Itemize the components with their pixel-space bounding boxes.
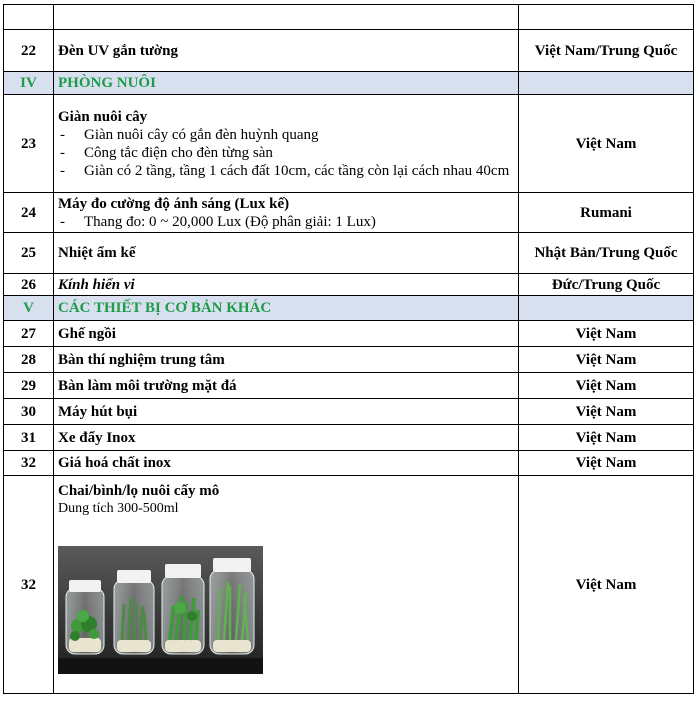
table-row <box>4 425 694 451</box>
row-number: 22 <box>4 30 54 72</box>
origin-cell: Rumani <box>519 193 694 233</box>
spec-item: - Công tắc điện cho đèn từng sàn <box>58 144 514 162</box>
table-row <box>4 399 694 425</box>
row-number: 31 <box>4 425 54 451</box>
origin-cell: Đức/Trung Quốc <box>519 274 694 296</box>
section-number: V <box>4 296 54 321</box>
row-number <box>4 5 54 30</box>
spec-item: - Giàn có 2 tầng, tầng 1 cách đất 10cm, các tầng còn lại cách nhau 40cm <box>58 162 514 180</box>
origin-cell: Việt Nam <box>519 347 694 373</box>
table-row <box>4 451 694 476</box>
table-row <box>4 373 694 399</box>
section-origin-cell <box>519 296 694 321</box>
item-cell <box>54 193 519 233</box>
section-title: CÁC THIẾT BỊ CƠ BẢN KHÁC <box>54 296 519 321</box>
equipment-table <box>3 4 694 694</box>
spec-item: - Giàn nuôi cây có gắn đèn huỳnh quang <box>58 126 514 144</box>
item-title: Bàn làm môi trường mặt đá <box>54 373 519 399</box>
item-title: Kính hiển vi <box>54 274 519 296</box>
row-number: 24 <box>4 193 54 233</box>
origin-cell: Việt Nam <box>519 451 694 476</box>
jar <box>162 564 204 654</box>
origin-cell: Việt Nam <box>519 476 694 694</box>
spec-item: - Thang đo: 0 ~ 20,000 Lux (Độ phân giải: 1 Lux) <box>58 213 514 231</box>
row-number: 29 <box>4 373 54 399</box>
origin-cell: Việt Nam <box>519 95 694 193</box>
row-number: 25 <box>4 233 54 274</box>
item-title: Đèn UV gắn tường <box>54 30 519 72</box>
row-number: 26 <box>4 274 54 296</box>
section-number: IV <box>4 72 54 95</box>
table-row <box>4 347 694 373</box>
item-title: Nhiệt ẩm kế <box>54 233 519 274</box>
section-header-row <box>4 296 694 321</box>
origin-cell: Việt Nam <box>519 321 694 347</box>
section-origin-cell <box>519 72 694 95</box>
item-subtitle: Dung tích 300-500ml <box>58 501 179 516</box>
table-row <box>4 193 694 233</box>
table-row <box>4 274 694 296</box>
row-number: 32 <box>4 476 54 694</box>
row-number: 32 <box>4 451 54 476</box>
table-row <box>4 321 694 347</box>
origin-cell: Việt Nam <box>519 399 694 425</box>
spec-list <box>58 126 514 180</box>
spec-list <box>58 213 514 231</box>
item-title: Giá hoá chất inox <box>54 451 519 476</box>
section-header-row <box>4 72 694 95</box>
item-cell <box>54 5 519 30</box>
item-title: Chai/bình/lọ nuôi cấy mô <box>58 483 220 499</box>
origin-cell: Việt Nam <box>519 373 694 399</box>
item-cell <box>54 95 519 193</box>
origin-cell: Việt Nam/Trung Quốc <box>519 30 694 72</box>
jars-illustration <box>58 546 263 674</box>
item-title: Giàn nuôi cây <box>58 108 148 125</box>
table-row <box>4 233 694 274</box>
table-row <box>4 30 694 72</box>
tissue-culture-jars-photo <box>58 546 263 674</box>
jar <box>210 558 254 654</box>
item-title: Máy đo cường độ ánh sáng (Lux kế) <box>58 195 290 212</box>
row-number: 30 <box>4 399 54 425</box>
table-row <box>4 95 694 193</box>
item-cell <box>54 476 519 694</box>
row-number: 23 <box>4 95 54 193</box>
row-number: 28 <box>4 347 54 373</box>
origin-cell <box>519 5 694 30</box>
section-title: PHÒNG NUÔI <box>54 72 519 95</box>
row-number: 27 <box>4 321 54 347</box>
item-title: Máy hút bụi <box>54 399 519 425</box>
jar <box>66 580 104 654</box>
origin-cell: Việt Nam <box>519 425 694 451</box>
origin-cell: Nhật Bản/Trung Quốc <box>519 233 694 274</box>
item-title: Xe đẩy Inox <box>54 425 519 451</box>
item-title: Bàn thí nghiệm trung tâm <box>54 347 519 373</box>
jar <box>114 570 154 654</box>
table-row <box>4 476 694 694</box>
item-title: Ghế ngồi <box>54 321 519 347</box>
table-row <box>4 5 694 30</box>
